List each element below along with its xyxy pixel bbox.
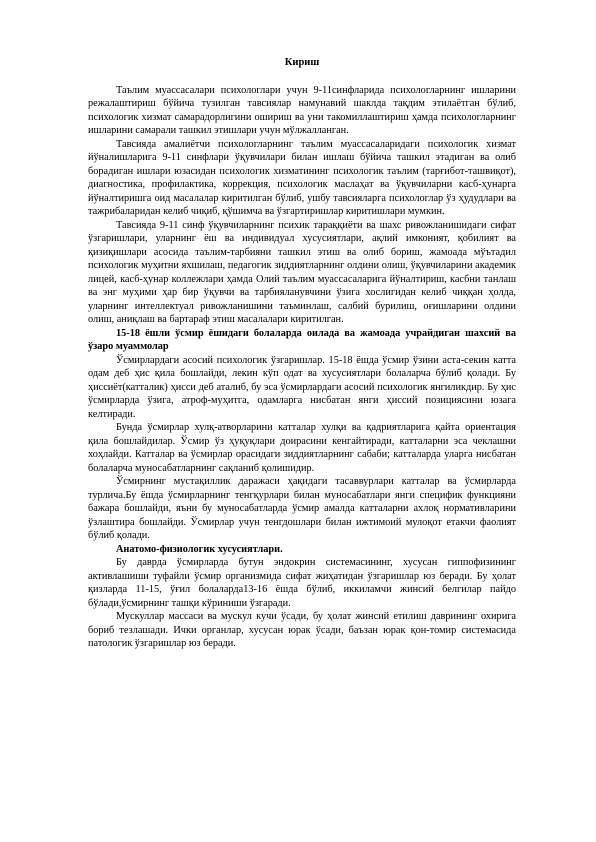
document-page xyxy=(88,56,516,651)
section2-paragraph-1: Бу даврда ўсмирларда бутун эндокрин системасининг, хусусан гиппофизининг активлашиши туфайли ўсмир организмида сифат жиҳатидан ўзгаришлар юз беради. Бу ҳолат қизларда 11-15, ўғил болаларда13-16 ёшда бўлиб, иккиламчи жинсий белгилар пайдо бўлади,ўсмирнинг ташқи кўриниши ўзгаради. xyxy=(88,557,516,609)
intro-paragraph-1: Таълим муассасалари психологлари учун 9-11синфларида психологларнинг ишларини режалаштириш бўйича тузилган тавсиялар намунавий шаклда тақдим этилаётган бўлиб, психологик хизмат самарадорлигини ошириш ва уни такомиллаштириш ҳамда психологларнинг ишларини самарали ташкил этишлари учун мўлжалланган. xyxy=(88,84,516,136)
intro-paragraph-3: Тавсияда 9-11 синф ўқувчиларнинг психик тараққиёти ва шахс ривожланишидаги сифат ўзгаришлари, уларнинг ёш ва индивидуал хусусиятлари, ақлий имконият, қобилият ва қизиқишлари асосида таълим-тарбияни ташкил этиш ва олиб бориш, жамоада мўътадил психологик муҳитни яхшилаш, педагогик зиддиятларнинг олдини олиш, ўқувчиларини академик лицей, касб-ҳунар коллежлари ҳамда Олий таълим муассасаларига йўналтириш, касбни танлаш ва энг муҳими ҳар бир ўқувчи ва тарбияланувчини ўзига хослигидан келиб чиққан ҳолда, уларнинг интеллектуал ривожланишини таъминлаш, салбий бурилиш, оғишларини олдини олиш, аниқлаш ва бартараф этиш масалалари киритилган. xyxy=(88,219,516,325)
section1-paragraph-2: Бунда ўсмирлар хулқ-атворларини катталар хулқи ва қадриятларига қайта ориентация қила бошлайдилар. Ўсмир ўз ҳуқуқлари доирасини кенгайтиради, катталарни эса чеклашни хоҳлайди. Катталар ва ўсмирлар орасидаги зиддиятларнинг сабаби; катталарда уларга нисбатан болаларча муносабатларнинг сақланиб қолишидир. xyxy=(88,422,516,474)
document-title: Кириш xyxy=(284,57,320,68)
section1-paragraph-1: Ўсмирлардаги асосий психологик ўзгаришлар. 15-18 ёшда ўсмир ўзини аста-секин катта одам деб ҳис қила бошлайди, лекин кўп одат ва хусусиятлари болаларча бўлиб қолади. Бу ҳиссиёт(катталик) ҳисси деб аталиб, бу эса ўсмирлардаги асосий психологик янгиликдир. Бу ҳис ўсмирларда ўзига, атроф-муҳитга, одамларга нисбатан янги ҳиссий позициясини юзага келтиради. xyxy=(88,354,516,420)
section-heading-problems: 15-18 ёшли ўсмир ёшидаги болаларда оилада ва жамоада учрайдиган шахсий ва ўзаро муаммолар xyxy=(88,327,516,352)
intro-paragraph-2: Тавсияда амалиётчи психологларнинг таълим муассасаларидаги психологик хизмат йўналишларига 9-11 синфлари ўқувчилари билан ишлаш бўйича ташкил этадиган ва олиб борадиган ишлари юзасидан психологик хизматининг психологик таълим (тарғибот-ташвиқот), диагностика, профилактика, коррекция, психологик маслаҳат ва ўқувчиларни касб-ҳунарга йўналтиришга оид масалалар киритилган бўлиб, ушбу тавсияларга психологлар ўз ҳудудлари ва тажрибаларидан келиб чиқиб, қўшимча ва ўзгартиришлар киритишлари мумкин. xyxy=(88,138,516,217)
section2-paragraph-2: Мускуллар массаси ва мускул кучи ўсади, бу ҳолат жинсий етилиш даврининг охирига бориб тезлашади. Ички органлар, хусусан юрак ўсади, баъзан юрак қон-томир системасида патологик ўзгаришлар юз беради. xyxy=(88,611,516,649)
section1-paragraph-3: Ўсмирнинг мустақиллик даражаси ҳақидаги тасаввурлари катталар ва ўсмирларда турлича.Бу ёшда ўсмирларнинг тенгқурлари билан муносабатлари янги специфик функцияни бажара бошлайди, яъни бу муносабатларда ўсмир амалда катталарни ахлоқ нормативларини ўзлаштира бошлайди. Ўсмирлар учун тенгдошлари билан ижтимоий мулоқот етакчи фаолият бўлиб қолади. xyxy=(88,476,516,541)
section-heading-anatomy: Анатомо-физиологик хусусиятлари. xyxy=(116,543,283,555)
